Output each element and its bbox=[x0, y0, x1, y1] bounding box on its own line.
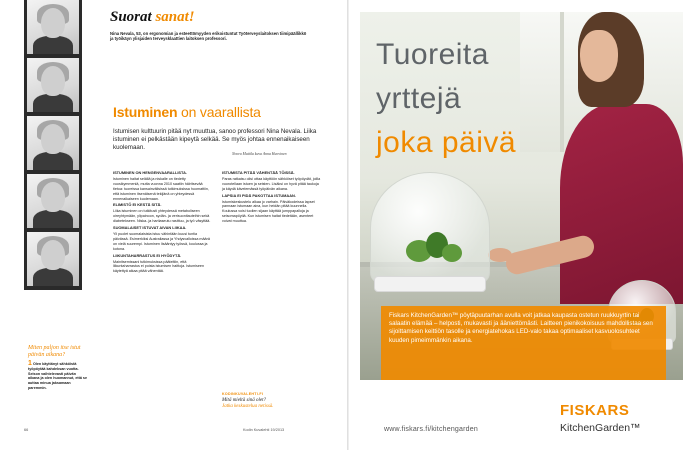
section-brand bbox=[110, 9, 195, 26]
woman-figure bbox=[560, 104, 683, 304]
left-page bbox=[0, 0, 347, 450]
subheading: ELIMISTÖ EI KESTÄ SITÄ. bbox=[113, 202, 162, 208]
ad-headline-line3: joka päivä bbox=[376, 126, 517, 159]
intro-text: Nina Nevala, 53, on ergonomian ja esteettömyyden erikoistuntut Työterveyslaitoksen tiimipäällikkö ja työikäyn ylisjaiden terveysklaattien laitoksen professori. bbox=[110, 31, 307, 42]
issue-label: Kodin Kuvalehti 19/2013 bbox=[243, 428, 285, 432]
subheading: SUOMALAISET ISTUVAT AIVAN LIIKAA. bbox=[113, 225, 187, 231]
brand-main: Suorat bbox=[110, 9, 152, 25]
ad-copy-box bbox=[381, 306, 666, 380]
dome-base bbox=[374, 276, 486, 292]
ad-headline-line1: Tuoreita bbox=[376, 38, 489, 71]
subheading: LIIKUNTAHARRASTUS EI HYÖDYTÄ. bbox=[113, 252, 182, 258]
answer-text: Olen käyttänyt sähköistä työpöytää kahdeksan vuotta. Seison vaihtelevasti päivän aikana ja olen huomannut, että se auttaa minua jaksamaan paremmin. bbox=[28, 362, 88, 390]
ad-url-link[interactable]: www.fiskars.fi/kitchengarden bbox=[384, 426, 478, 433]
fiskars-logo: FISKARS bbox=[560, 402, 630, 419]
answer-number: 1 bbox=[28, 360, 32, 367]
subheading: ISTUMISTA PITÄÄ VÄHENTÄÄ TÖISSÄ. bbox=[222, 170, 295, 175]
woman-face bbox=[580, 30, 618, 82]
cta-line2: Jatka keskustelua netissä. bbox=[222, 404, 274, 409]
subheading: LAPSIA EI PIDÄ PAKOTTAA ISTUMAAN. bbox=[222, 192, 296, 198]
subheading: ISTUMINEN ON HENGENVAARALLISTA. bbox=[113, 170, 187, 175]
paragraph: Mainitsemissani tutkimuksissa pääteltiin, että liikuntaharrastus ei poista istumisen haittoja. Istumiseen käytettyä aikaa pitää vähentää. bbox=[113, 259, 205, 274]
web-cta bbox=[222, 392, 332, 409]
paragraph: Istuminen haitat selällä ja niskalle on tiedetty vuosikymmeniä, mutta vuonna 2010 saatiin häiritsevää tietoa: tuoreissa kansainvälisissä tutkimuksissa huomattiin, että istuminen itsenäisenä tekijänä on yhteydessä ennenaikaiseen kuolemaan. bbox=[113, 176, 209, 201]
cta-label[interactable]: KODINKUVALEHTI.FI bbox=[222, 392, 264, 396]
article-headline bbox=[113, 104, 261, 120]
paragraph: Yli puolet suomalaisista istuu vähintään kuusi tuntia päivässä. Esimerkiksi Australiassa ja Yhdysvalloissa määrä on vielä suurempi. Istuminen lisääntyy työssä, koulussa ja kotona. bbox=[113, 231, 210, 251]
brand-accent: sanat! bbox=[155, 9, 195, 25]
herb-dome-icon bbox=[370, 172, 490, 284]
paragraph: Istumiskeskustelu alkaa jo varhain. Päiväkodeissa lapset pannaan istumaan aina, kun heidän pitää kuunnella. Koulussa voisi tuolien sijaan käyttää jumppapalloja ja seisomapöytiä. Kun istumisen haitat tiedetään, asenteet voivat muuttua. bbox=[222, 199, 315, 224]
woman-hand bbox=[488, 248, 512, 262]
paragraph: Paras ratkaisu olisi ottaa käyttöön sähköiset työpöydät, joilla vuorotellaan istuen ja seisten. Lisäksi on hyvä pitää taukoja ja käydä kävelemässä työpäivän aikana. bbox=[222, 176, 321, 191]
portrait-photo bbox=[27, 174, 79, 228]
article-lead: Istumisen kulttuurin pitää nyt muuttua, sanoo professori Nina Nevala. Liika istuminen ei pelkästään kipeytä selkää. Se myös johtaa ennenaikaiseen kuolemaan. bbox=[113, 128, 317, 151]
ad-headline-line2: yrttejä bbox=[376, 82, 462, 115]
headline-rest: on vaarallista bbox=[181, 104, 261, 120]
reader-question-box bbox=[28, 345, 88, 391]
question-heading: Miten paljon itse istut päivän aikana? bbox=[28, 345, 81, 358]
question-answer bbox=[28, 362, 88, 391]
product-name: KitchenGarden™ bbox=[560, 422, 641, 434]
portrait-photo bbox=[27, 232, 79, 286]
text-column-2 bbox=[222, 169, 322, 226]
byline: Noora Mattila kuva Anna Huovinen bbox=[232, 152, 287, 156]
portrait-strip bbox=[24, 0, 82, 290]
portrait-photo bbox=[27, 116, 79, 170]
paragraph: Liika istuminen on tutkitusti yhteydessä metaboliseen oireyhtymään, ylipainoon, sydän- ja verisuonitauteihin sekä diabetekseen. Niska- ja hartiaseutu rasittuu, ja työ väsyttää. bbox=[113, 209, 211, 224]
herb-leaves bbox=[442, 244, 462, 262]
advertisement bbox=[360, 12, 683, 380]
ad-body: Fiskars KitchenGarden™ pöytäpuutarhan avulla voit jatkaa kaupasta ostetun ruukkuyrtin tai salaatin elämää – helposti, mukavasti ja ääniettömästi. Laitteen pienikokoisuus mahdollistaa sen sijoittamisen keittiön tasolle ja energiatehokas LED-valo takaa optimaaliset kasvuolosuhteet kuuden pimeimmänkin aikana. bbox=[389, 312, 653, 344]
cta-line1: Mitä mieltä sinä olet? bbox=[222, 398, 267, 403]
portrait-photo bbox=[27, 0, 79, 54]
page-number: 66 bbox=[24, 428, 29, 432]
portrait-photo bbox=[27, 58, 79, 112]
text-column-1 bbox=[113, 169, 213, 276]
window-frame bbox=[560, 12, 564, 152]
headline-accent: Istuminen bbox=[113, 104, 178, 120]
